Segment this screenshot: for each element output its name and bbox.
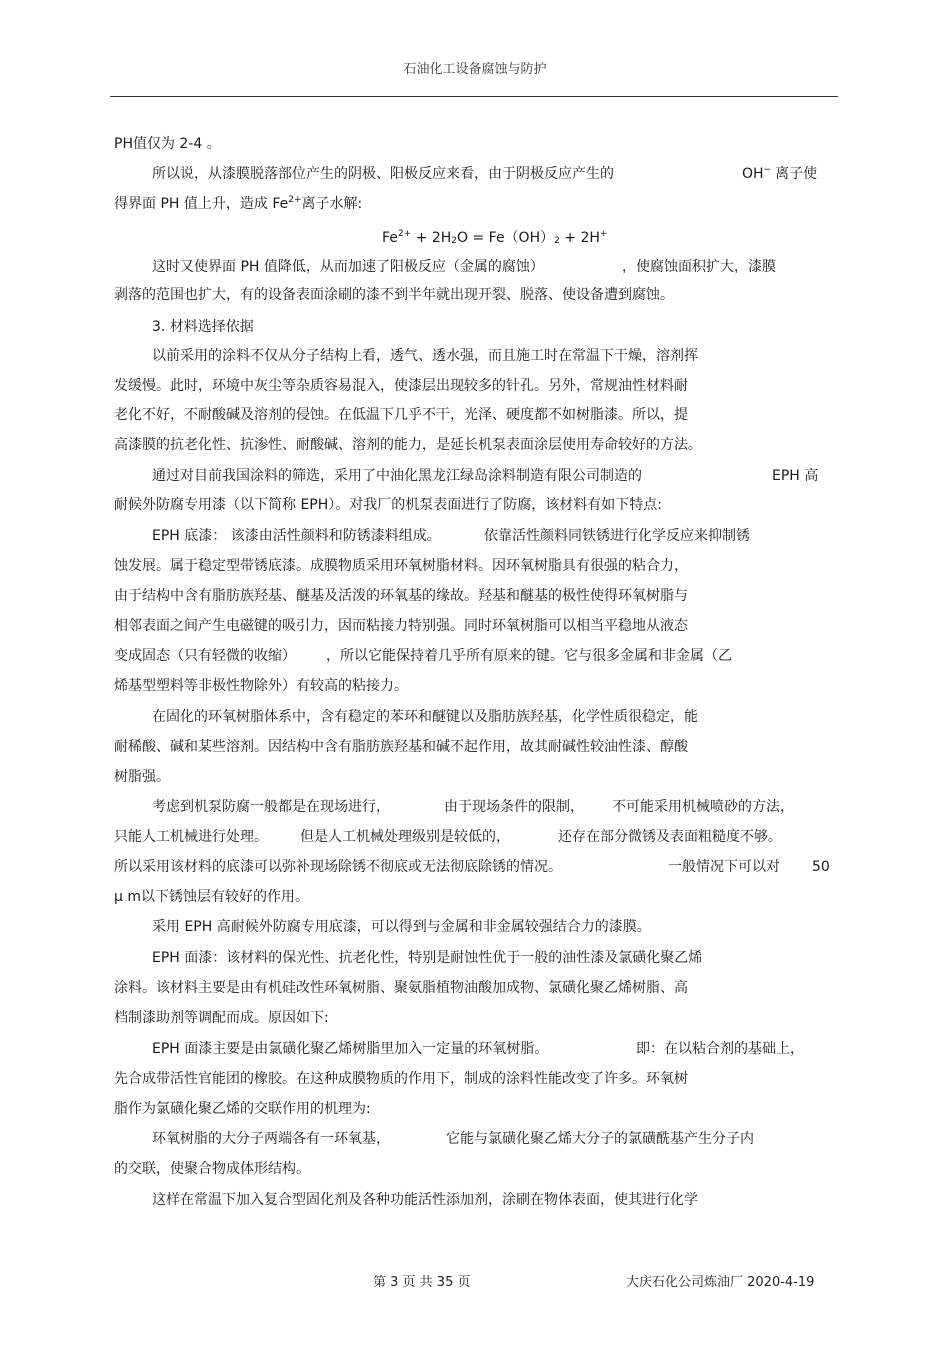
- footer-org-date: 大庆石化公司炼油厂 2020-4-19: [626, 1275, 815, 1290]
- page-number: 第 3 页 共 35 页: [373, 1275, 471, 1290]
- header-rule: [110, 96, 838, 97]
- page-header-title: 石油化工设备腐蚀与防护: [403, 62, 547, 77]
